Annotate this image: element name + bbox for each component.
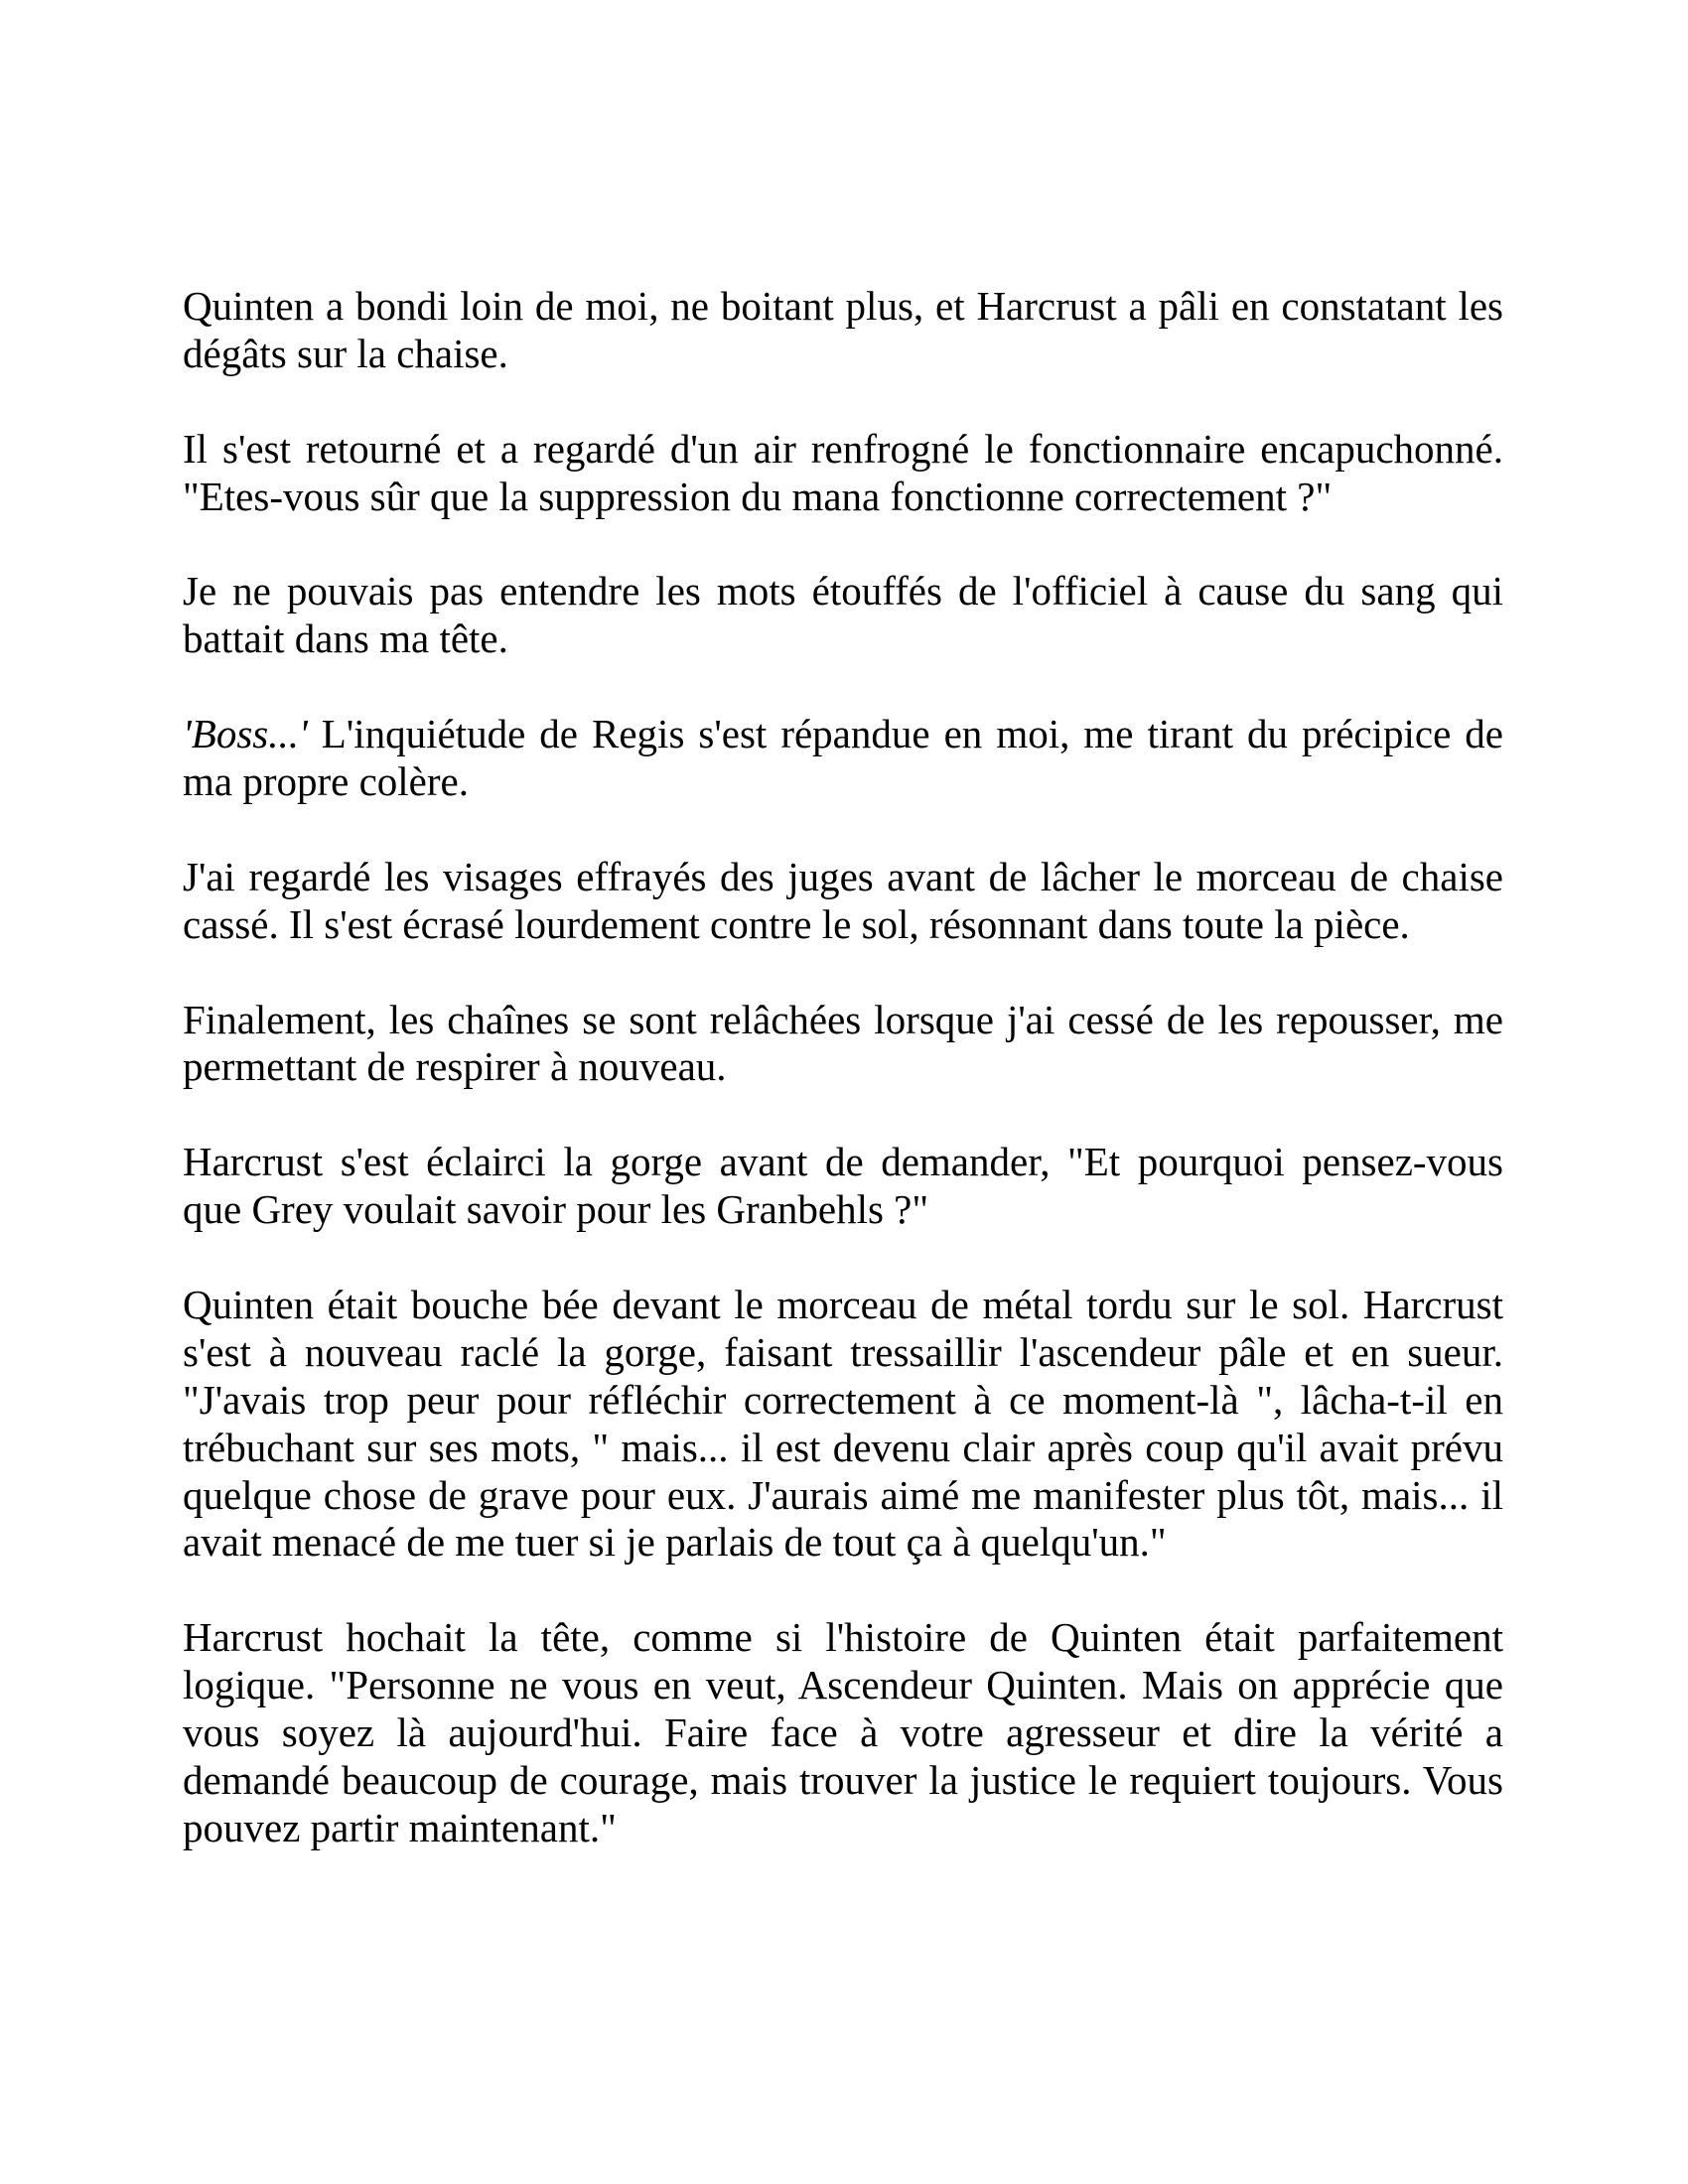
- paragraph-5: [183, 854, 1503, 949]
- text-line: s'est à nouveau raclé la gorge, faisant tressaillir l'ascendeur pâle et en sueur.: [183, 1328, 1503, 1375]
- text-line: Harcrust hochait la tête, comme si l'histoire de Quinten était parfaitement: [183, 1614, 1503, 1661]
- text-line: que Grey voulait savoir pour les Granbehls ?": [183, 1186, 929, 1233]
- paragraph-1: [183, 283, 1503, 378]
- text-line: "Etes-vous sûr que la suppression du mana fonctionne correctement ?": [183, 473, 1333, 519]
- paragraph-7: [183, 1139, 1503, 1234]
- text-column: [183, 283, 1503, 1900]
- text-line: Harcrust s'est éclairci la gorge avant de demander, "Et pourquoi pensez-vous: [183, 1139, 1503, 1185]
- text-line: Je ne pouvais pas entendre les mots étouffés de l'officiel à cause du sang qui: [183, 568, 1503, 614]
- text-line: quelque chose de grave pour eux. J'aurais aimé me manifester plus tôt, mais... il: [183, 1471, 1503, 1518]
- paragraph-3: [183, 568, 1503, 663]
- text-line: pouvez partir maintenant.": [183, 1804, 617, 1850]
- text-line: demandé beaucoup de courage, mais trouver la justice le requiert toujours. Vous: [183, 1756, 1503, 1803]
- text-line: trébuchant sur ses mots, " mais... il est devenu clair après coup qu'il avait prévu: [183, 1424, 1503, 1470]
- text-line: avait menacé de me tuer si je parlais de tout ça à quelqu'un.": [183, 1519, 1167, 1566]
- paragraph-4: [183, 711, 1503, 806]
- paragraph-8: [183, 1282, 1503, 1567]
- text-line: Quinten était bouche bée devant le morceau de métal tordu sur le sol. Harcrust: [183, 1281, 1503, 1327]
- text-line: "J'avais trop peur pour réfléchir correctement à ce moment-là ", lâcha-t-il en: [183, 1376, 1503, 1423]
- text-line: Finalement, les chaînes se sont relâchées lorsque j'ai cessé de les repousser, me: [183, 996, 1503, 1042]
- text-line: dégâts sur la chaise.: [183, 330, 508, 376]
- text-line: [183, 711, 1503, 758]
- text-line: Quinten a bondi loin de moi, ne boitant plus, et Harcrust a pâli en constatant les: [183, 283, 1503, 329]
- text-line: permettant de respirer à nouveau.: [183, 1043, 727, 1090]
- text-line: ma propre colère.: [183, 758, 469, 805]
- italic-thought: 'Boss...': [183, 711, 308, 757]
- text-line: cassé. Il s'est écrasé lourdement contre le sol, résonnant dans toute la pièce.: [183, 900, 1410, 947]
- text-line: Il s'est retourné et a regardé d'un air renfrogné le fonctionnaire encapuchonné.: [183, 425, 1503, 472]
- paragraph-6: [183, 997, 1503, 1092]
- text-line-rest: L'inquiétude de Regis s'est répandue en moi, me tirant du précipice de: [307, 711, 1503, 757]
- text-line: vous soyez là aujourd'hui. Faire face à votre agresseur et dire la vérité a: [183, 1709, 1503, 1756]
- paragraph-9: [183, 1614, 1503, 1852]
- text-line: battait dans ma tête.: [183, 615, 508, 662]
- text-line: logique. "Personne ne vous en veut, Ascendeur Quinten. Mais on apprécie que: [183, 1662, 1503, 1708]
- text-line: J'ai regardé les visages effrayés des juges avant de lâcher le morceau de chaise: [183, 853, 1503, 899]
- paragraph-2: [183, 426, 1503, 521]
